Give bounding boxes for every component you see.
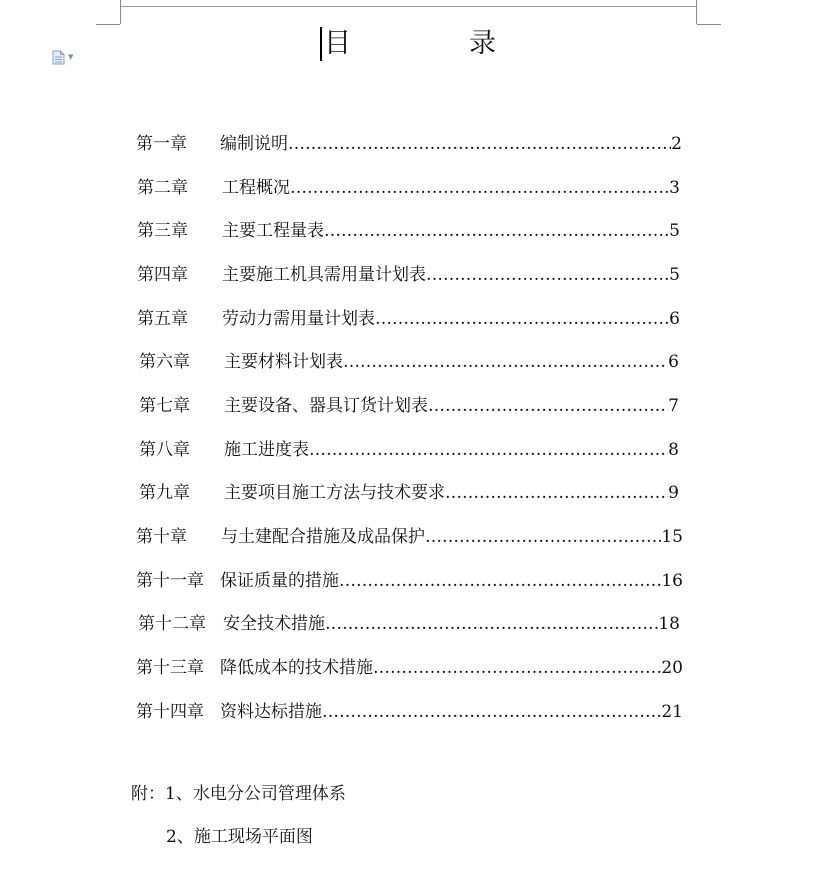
toc-chapter: 第十四章 bbox=[136, 702, 204, 722]
toc-entry[interactable] bbox=[136, 570, 683, 592]
page-corner-mark-top-left bbox=[120, 0, 121, 24]
toc-entry[interactable] bbox=[136, 657, 683, 679]
toc-chapter: 第二章 bbox=[137, 178, 188, 198]
toc-page: 18 bbox=[658, 614, 680, 634]
toc-page: 3 bbox=[669, 178, 680, 198]
toc-entry[interactable] bbox=[136, 701, 683, 723]
toc-title: 工程概况 bbox=[222, 178, 290, 198]
toc-entry[interactable] bbox=[137, 308, 680, 330]
toc-entry[interactable] bbox=[138, 613, 680, 635]
toc-title: 主要设备、器具订货计划表 bbox=[224, 396, 428, 416]
toc-title: 主要材料计划表 bbox=[224, 352, 343, 372]
toc-page: 2 bbox=[671, 134, 682, 154]
toc-title: 劳动力需用量计划表 bbox=[222, 309, 375, 329]
toc-entry[interactable] bbox=[136, 133, 682, 155]
toc-chapter: 第九章 bbox=[139, 483, 190, 503]
page-top-edge bbox=[120, 6, 697, 7]
toc-page: 16 bbox=[661, 571, 683, 591]
toc-page: 6 bbox=[668, 352, 679, 372]
toc-leader bbox=[290, 177, 669, 199]
toc-title: 编制说明 bbox=[220, 134, 288, 154]
toc-page: 9 bbox=[668, 483, 679, 503]
document-icon bbox=[52, 50, 65, 65]
toc-entry[interactable] bbox=[139, 439, 679, 461]
toc-chapter: 第五章 bbox=[137, 309, 188, 329]
toc-leader bbox=[309, 439, 668, 461]
toc-page: 20 bbox=[661, 658, 683, 678]
toc-title: 施工进度表 bbox=[224, 440, 309, 460]
title-char-2: 录 bbox=[469, 28, 496, 59]
toc-chapter: 第八章 bbox=[139, 440, 190, 460]
toc-leader bbox=[339, 570, 661, 592]
toc-leader bbox=[426, 264, 669, 286]
toc-leader bbox=[343, 351, 668, 373]
page-corner-mark-top-right-h bbox=[697, 24, 721, 25]
toc-leader bbox=[428, 395, 668, 417]
document-menu-button[interactable] bbox=[52, 50, 73, 65]
toc-entry[interactable] bbox=[136, 526, 683, 548]
toc-page: 6 bbox=[669, 309, 680, 329]
toc-page: 5 bbox=[669, 265, 680, 285]
toc-leader bbox=[445, 482, 668, 504]
toc-leader bbox=[425, 526, 661, 548]
page-corner-mark-top-right bbox=[696, 0, 697, 24]
toc-chapter: 第七章 bbox=[139, 396, 190, 416]
toc-chapter: 第十二章 bbox=[138, 614, 206, 634]
toc-entry[interactable] bbox=[137, 264, 680, 286]
toc-title: 与土建配合措施及成品保护 bbox=[221, 527, 425, 547]
page-title[interactable] bbox=[320, 26, 496, 62]
toc-entry[interactable] bbox=[137, 177, 680, 199]
toc-leader bbox=[375, 308, 669, 330]
toc-chapter: 第十一章 bbox=[136, 571, 204, 591]
toc-entry[interactable] bbox=[137, 220, 680, 242]
toc-title: 降低成本的技术措施 bbox=[220, 658, 373, 678]
toc-page: 8 bbox=[668, 440, 679, 460]
toc-entry[interactable] bbox=[139, 395, 679, 417]
toc-entry[interactable] bbox=[139, 351, 679, 373]
toc-chapter: 第六章 bbox=[139, 352, 190, 372]
toc-leader bbox=[324, 220, 669, 242]
toc-title: 主要项目施工方法与技术要求 bbox=[224, 483, 445, 503]
chevron-down-icon: ▼ bbox=[68, 53, 74, 61]
toc-title: 资料达标措施 bbox=[220, 702, 322, 722]
appendix-line-2: 2、施工现场平面图 bbox=[166, 827, 313, 847]
toc-leader bbox=[325, 613, 658, 635]
toc-title: 主要工程量表 bbox=[222, 221, 324, 241]
toc-leader bbox=[373, 657, 661, 679]
toc-chapter: 第四章 bbox=[137, 265, 188, 285]
toc-chapter: 第十三章 bbox=[136, 658, 204, 678]
toc-chapter: 第一章 bbox=[136, 134, 187, 154]
toc-chapter: 第十章 bbox=[136, 527, 187, 547]
toc-page: 7 bbox=[668, 396, 679, 416]
title-char-1: 目 bbox=[324, 28, 351, 59]
text-cursor bbox=[320, 27, 322, 61]
toc-title: 保证质量的措施 bbox=[220, 571, 339, 591]
page-corner-mark-top-left-h bbox=[96, 24, 120, 25]
toc-page: 21 bbox=[661, 702, 683, 722]
toc-leader bbox=[322, 701, 661, 723]
toc-leader bbox=[288, 133, 671, 155]
toc-chapter: 第三章 bbox=[137, 221, 188, 241]
toc-title: 安全技术措施 bbox=[223, 614, 325, 634]
toc-title: 主要施工机具需用量计划表 bbox=[222, 265, 426, 285]
toc-page: 15 bbox=[661, 527, 683, 547]
toc-page: 5 bbox=[669, 221, 680, 241]
toc-entry[interactable] bbox=[139, 482, 679, 504]
appendix-line-1: 附：1、水电分公司管理体系 bbox=[131, 784, 346, 804]
